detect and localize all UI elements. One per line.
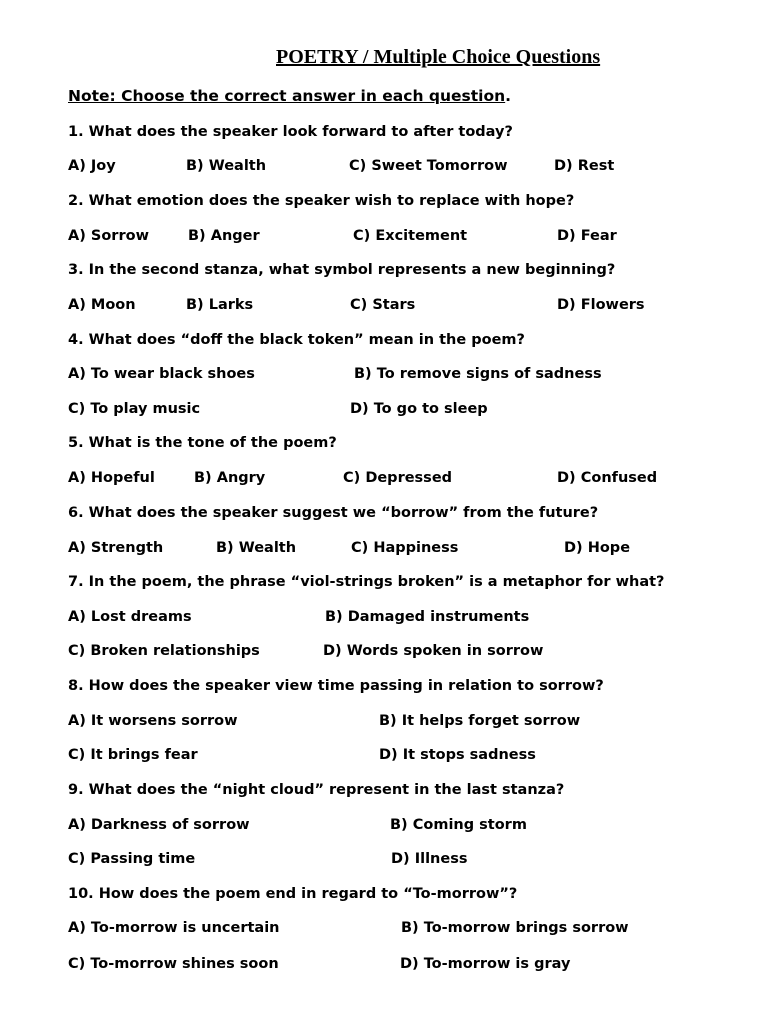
option-4d: D) To go to sleep bbox=[350, 401, 488, 417]
option-7c: C) Broken relationships bbox=[68, 643, 260, 659]
question-6: 6. What does the speaker suggest we “borrow” from the future? bbox=[68, 505, 599, 521]
option-5d: D) Confused bbox=[557, 470, 658, 486]
option-1a: A) Joy bbox=[68, 158, 116, 174]
option-8b: B) It helps forget sorrow bbox=[379, 713, 581, 729]
option-10c: C) To-morrow shines soon bbox=[68, 956, 279, 972]
option-9c: C) Passing time bbox=[68, 851, 196, 867]
option-1b: B) Wealth bbox=[186, 158, 267, 174]
instruction-note bbox=[68, 87, 511, 105]
question-5: 5. What is the tone of the poem? bbox=[68, 435, 337, 451]
option-10a: A) To-morrow is uncertain bbox=[68, 920, 280, 936]
question-3: 3. In the second stanza, what symbol represents a new beginning? bbox=[68, 262, 616, 278]
option-7a: A) Lost dreams bbox=[68, 609, 192, 625]
option-3b: B) Larks bbox=[186, 297, 254, 313]
option-1c: C) Sweet Tomorrow bbox=[349, 158, 508, 174]
option-10d: D) To-morrow is gray bbox=[400, 956, 571, 972]
option-9d: D) Illness bbox=[391, 851, 468, 867]
question-8: 8. How does the speaker view time passing in relation to sorrow? bbox=[68, 678, 604, 694]
question-2: 2. What emotion does the speaker wish to replace with hope? bbox=[68, 193, 575, 209]
option-8d: D) It stops sadness bbox=[379, 747, 536, 763]
question-10: 10. How does the poem end in regard to “To-morrow”? bbox=[68, 886, 518, 902]
option-9a: A) Darkness of sorrow bbox=[68, 817, 250, 833]
option-10b: B) To-morrow brings sorrow bbox=[401, 920, 629, 936]
option-3d: D) Flowers bbox=[557, 297, 645, 313]
option-5c: C) Depressed bbox=[343, 470, 453, 486]
option-3a: A) Moon bbox=[68, 297, 136, 313]
option-7d: D) Words spoken in sorrow bbox=[323, 643, 544, 659]
question-1: 1. What does the speaker look forward to after today? bbox=[68, 124, 513, 140]
option-6b: B) Wealth bbox=[216, 540, 297, 556]
option-8a: A) It worsens sorrow bbox=[68, 713, 238, 729]
option-2c: C) Excitement bbox=[353, 228, 468, 244]
option-6d: D) Hope bbox=[564, 540, 631, 556]
note-text: Note: Choose the correct answer in each question bbox=[68, 87, 506, 105]
option-4c: C) To play music bbox=[68, 401, 201, 417]
option-7b: B) Damaged instruments bbox=[325, 609, 530, 625]
option-5a: A) Hopeful bbox=[68, 470, 155, 486]
option-2d: D) Fear bbox=[557, 228, 617, 244]
page-title: POETRY / Multiple Choice Questions bbox=[276, 46, 601, 68]
question-9: 9. What does the “night cloud” represent in the last stanza? bbox=[68, 782, 565, 798]
option-3c: C) Stars bbox=[350, 297, 416, 313]
note-period: . bbox=[505, 87, 512, 105]
option-6c: C) Happiness bbox=[351, 540, 459, 556]
option-4a: A) To wear black shoes bbox=[68, 366, 255, 382]
option-6a: A) Strength bbox=[68, 540, 164, 556]
option-2a: A) Sorrow bbox=[68, 228, 149, 244]
option-5b: B) Angry bbox=[194, 470, 266, 486]
option-9b: B) Coming storm bbox=[390, 817, 527, 833]
question-7: 7. In the poem, the phrase “viol-strings broken” is a metaphor for what? bbox=[68, 574, 665, 590]
option-4b: B) To remove signs of sadness bbox=[354, 366, 602, 382]
option-1d: D) Rest bbox=[554, 158, 615, 174]
option-2b: B) Anger bbox=[188, 228, 260, 244]
question-4: 4. What does “doff the black token” mean in the poem? bbox=[68, 332, 525, 348]
option-8c: C) It brings fear bbox=[68, 747, 198, 763]
